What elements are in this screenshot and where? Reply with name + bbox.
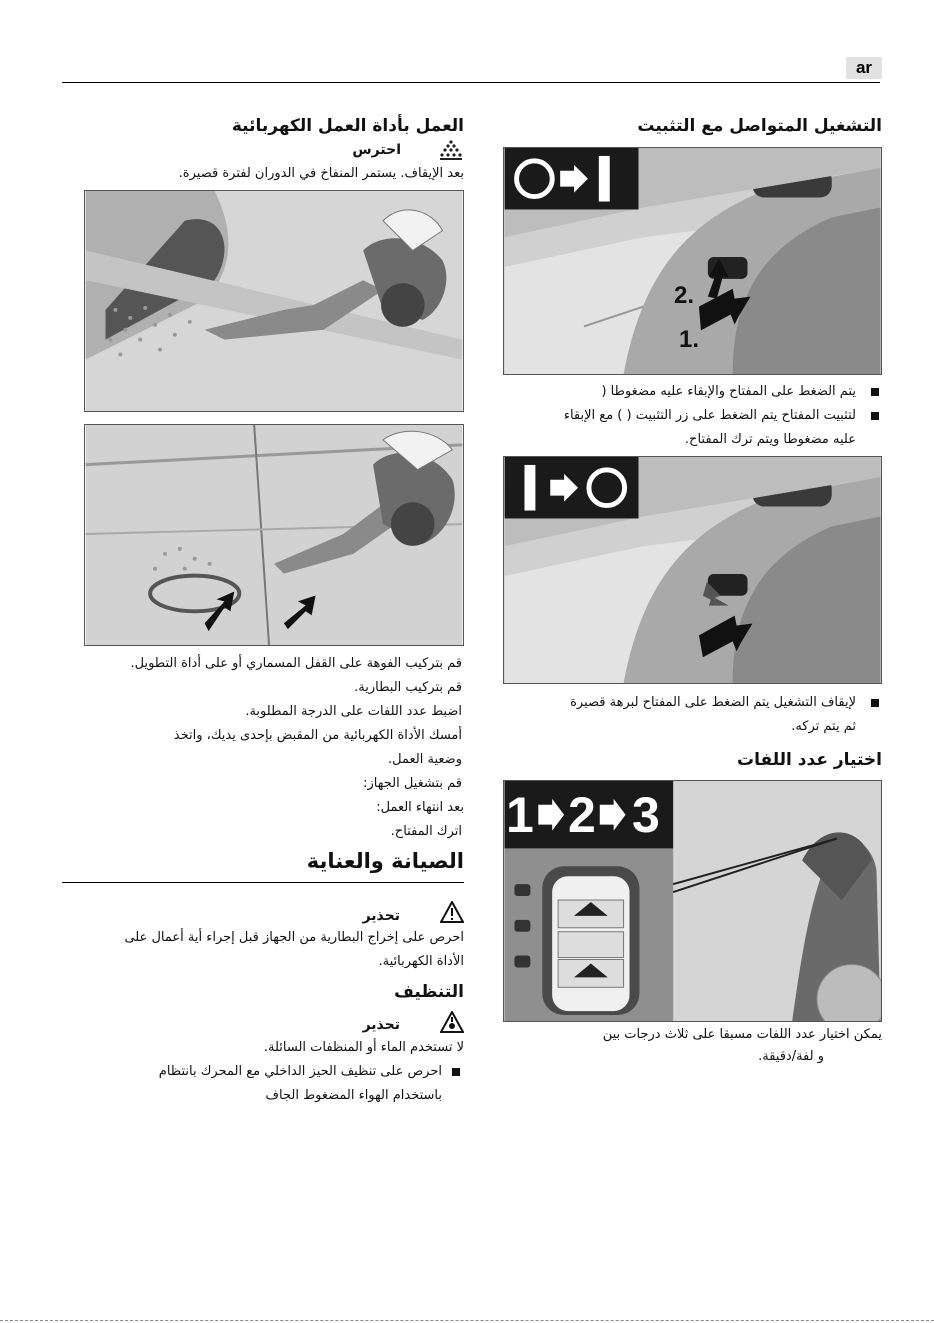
step-1-label: 1.	[679, 326, 700, 353]
header-rule	[62, 82, 880, 83]
warning2-text: لا تستخدم الماء أو المنظفات السائلة.	[263, 1040, 464, 1055]
speed-digit-3: 3	[632, 787, 660, 843]
step-switch-on: قم بتشغيل الجهاز:	[363, 776, 462, 791]
language-tag: ar	[846, 57, 882, 79]
bullet-marker	[871, 388, 879, 396]
bullet-marker	[871, 699, 879, 707]
cleaning-text-line1: احرص على تنظيف الحيز الداخلي مع المحرك بانتظام	[158, 1064, 442, 1079]
blower-door-illustration	[85, 425, 463, 645]
figure-blower-door	[84, 424, 464, 646]
speed-selection-title: اختيار عدد اللفات	[737, 750, 882, 770]
figure-lock-on	[503, 147, 882, 375]
caution-label: احترس	[352, 142, 401, 158]
cleaning-title: التنظيف	[394, 982, 464, 1002]
maintenance-rule	[62, 882, 464, 883]
page-bottom-edge	[0, 1320, 934, 1321]
cleaning-text-line2: باستخدام الهواء المضغوط الجاف	[265, 1088, 442, 1103]
switch-off-text-line2: ثم يتم تركه.	[791, 719, 856, 734]
speed-text-line1: يمكن اختيار عدد اللفات مسبقا على ثلاث درجات بين	[602, 1027, 882, 1042]
speed-digit-2: 2	[568, 787, 596, 843]
step-insert-battery: قم بتركيب البطارية.	[354, 680, 462, 695]
warning-label: تحذير	[362, 908, 400, 924]
step-mount-nozzle: قم بتركيب الفوهة على القفل المسماري أو على أداة التطويل.	[130, 656, 462, 671]
step-release-switch: اترك المفتاح.	[390, 824, 462, 839]
figure-blower-car	[84, 190, 464, 412]
warning-text-line2: الأداة الكهربائية.	[378, 954, 464, 969]
blower-car-illustration	[85, 191, 463, 411]
warning-text-line1: احرص على إخراج البطارية من الجهاز قبل إجراء أية أعمال على	[124, 930, 464, 945]
working-title: العمل بأداة العمل الكهربائية	[231, 116, 464, 136]
warning2-label: تحذير	[362, 1017, 400, 1033]
figure-speed-selection	[503, 780, 882, 1022]
lock-text-line1: لتثبيت المفتاح يتم الضغط على زر التثبيت ( ) مع الإبقاء	[563, 408, 856, 423]
warning-triangle-icon	[440, 901, 464, 923]
step-2-label: 2.	[674, 282, 695, 309]
speed-text-line2: و لفة/دقيقة.	[758, 1049, 824, 1064]
warning-triangle-icon	[440, 1011, 464, 1033]
continuous-operation-title: التشغيل المتواصل مع التثبيت	[637, 116, 882, 136]
switch-on-text: يتم الضغط على المفتاح والإبقاء عليه مضغوطا (	[601, 384, 856, 399]
switch-off-text-line1: لإيقاف التشغيل يتم الضغط على المفتاح لبرهة قصيرة	[570, 695, 856, 710]
speed-selector-illustration	[504, 781, 881, 1021]
bullet-marker	[452, 1068, 460, 1076]
maintenance-title: الصيانة والعناية	[306, 849, 464, 873]
figure-lock-off	[503, 456, 882, 684]
rotation-caution-icon	[438, 138, 464, 162]
caution-text: بعد الإيقاف. يستمر المنفاخ في الدوران لفترة قصيرة.	[178, 166, 464, 181]
lock-text-line2: عليه مضغوطا ويتم ترك المفتاح.	[684, 432, 856, 447]
speed-digit-1: 1	[506, 787, 534, 843]
step-hold-tool-line2: وضعية العمل.	[388, 752, 462, 767]
bullet-marker	[871, 412, 879, 420]
switch-off-illustration	[504, 457, 881, 683]
step-set-speed: اضبط عدد اللفات على الدرجة المطلوبة.	[245, 704, 462, 719]
step-hold-tool-line1: أمسك الأداة الكهربائية من المقبض بإحدى يديك، واتخذ	[173, 728, 462, 743]
after-work-heading: بعد انتهاء العمل:	[376, 800, 464, 815]
